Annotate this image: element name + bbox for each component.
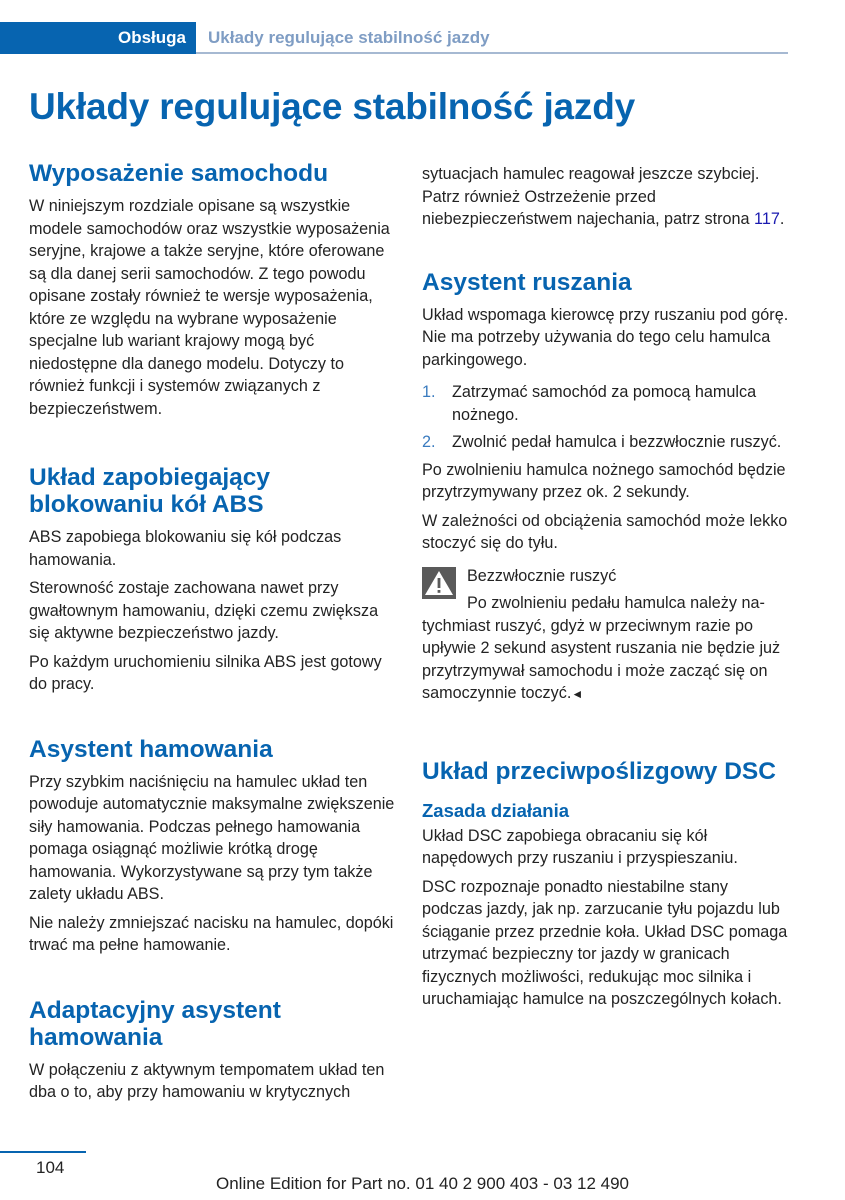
warning-text: tychmiast ruszyć, gdyż w przeciwnym razie po upływie 2 sekund asystent ruszania nie będzie już przytrzymywał samochodu i może zacząć się on samoczynnie toczyć.◄	[422, 616, 781, 702]
header-section: Układy regulujące stabilność jazdy	[208, 28, 490, 47]
warning-box	[422, 565, 790, 706]
paragraph: Układ DSC zapobiega obracaniu się kół napędowych przy ruszaniu i przyspieszaniu.	[422, 826, 738, 867]
paragraph: Układ wspomaga kierowcę przy ruszaniu pod górę. Nie ma potrzeby używania do tego celu hamulca parkingowego.	[422, 305, 789, 369]
paragraph: Nie należy zmniejszać nacisku na hamulec, dopóki trwać ma pełne hamowanie.	[29, 913, 394, 954]
warning-triangle-icon	[422, 567, 456, 599]
paragraph: Po każdym uruchomieniu silnika ABS jest gotowy do pracy.	[29, 652, 382, 693]
section-dsc	[422, 758, 790, 1011]
footer-rule	[0, 1151, 86, 1153]
section-equipment	[29, 160, 397, 420]
header-rule	[196, 52, 788, 54]
section-brake-assist	[29, 736, 397, 957]
step-number: 1.	[422, 383, 436, 401]
section-heading: Układ zapobiegający blokowaniu kół ABS	[29, 464, 271, 518]
left-column	[29, 160, 397, 1104]
section-heading: Wyposażenie samochodu	[29, 160, 329, 187]
page-number: 104	[36, 1158, 65, 1177]
page-link-117[interactable]: 117	[754, 210, 780, 228]
section-heading: Adaptacyjny asystent hamowania	[29, 996, 281, 1051]
section-heading: Układ przeciwpoślizgowy DSC	[422, 757, 776, 785]
edition-note: Online Edition for Part no. 01 40 2 900 403 - 03 12 490	[215, 1174, 629, 1193]
list-item: 2. Zwolnić pedał hamulca i bezzwłocznie ruszyć.	[422, 431, 790, 454]
subsection-heading: Zasada działania	[422, 799, 570, 821]
section-adaptive-brake-assist	[29, 997, 397, 1104]
header-chapter: Obsługa	[117, 28, 186, 47]
step-number: 2.	[422, 433, 436, 451]
page-title: Układy regulujące stabilność jazdy	[29, 86, 635, 127]
paragraph: W połączeniu z aktywnym tempomatem układ ten dba o to, aby przy hamowaniu w krytycznych	[29, 1060, 385, 1101]
paragraph: Sterowność zostaje zachowana nawet przy gwałtownym hamowaniu, dzięki czemu zwiększa się aktywne bezpieczeństwo jazdy.	[29, 579, 379, 642]
steps-list	[422, 381, 790, 454]
section-heading: Asystent hamowania	[29, 735, 273, 763]
paragraph: Po zwolnieniu hamulca nożnego samochód będzie przytrzymywany przez ok. 2 sekundy.	[422, 460, 786, 501]
section-hill-start-assist	[422, 269, 790, 706]
section-abs	[29, 464, 397, 696]
paragraph: W zależności od obciążenia samochód może lekko stoczyć się do tyłu.	[422, 511, 788, 552]
warning-title: Bezzwłocznie ruszyć	[467, 566, 617, 585]
paragraph-continuation: sytuacjach hamulec reagował jeszcze szybciej. Patrz również Ostrzeżenie przed niebezpieczeństwem najechania, patrz strona 117.	[422, 165, 785, 228]
paragraph: Przy szybkim naciśnięciu na hamulec układ ten powoduje automatycznie maksymalne zwiększenie siły hamowania. Podczas pełnego hamowania pomaga osiągnąć możliwie krótką drogę hamowania. Wykorzystywane są przy tym także zalety układu ABS.	[29, 772, 395, 903]
paragraph: DSC rozpoznaje ponadto niestabilne stany podczas jazdy, jak np. zarzucanie tyłu pojazdu lub ściąganie przez przednie koła. Układ DSC pomaga utrzymać bezpieczny tor jazdy w granicach fizycznych możliwości, redukując moc silnika i uruchamiając hamulce na poszczególnych kołach.	[422, 877, 788, 1008]
section-heading: Asystent ruszania	[422, 268, 632, 296]
paragraph: ABS zapobiega blokowaniu się kół podczas hamowania.	[29, 528, 342, 569]
list-item: 1. Zatrzymać samochód za pomocą hamulca nożnego.	[422, 383, 757, 424]
warning-text-first-line: Po zwolnieniu pedału hamulca należy na-	[467, 594, 765, 612]
end-mark-icon: ◄	[571, 687, 584, 701]
paragraph: W niniejszym rozdziale opisane są wszystkie modele samochodów oraz wszystkie wyposażenia seryjne, krajowe a także seryjne, które oferowane są dla danej serii samochodów. Z tego powodu opisane zostały również te wersje wyposażenia, które ze względu na wybrane wyposażenie specjalne lub wariant krajowy mogą być niedostępne dla danego modelu. Dotyczy to również funkcji i systemów związanych z bezpieczeństwem.	[29, 197, 390, 418]
right-column	[422, 163, 790, 1011]
